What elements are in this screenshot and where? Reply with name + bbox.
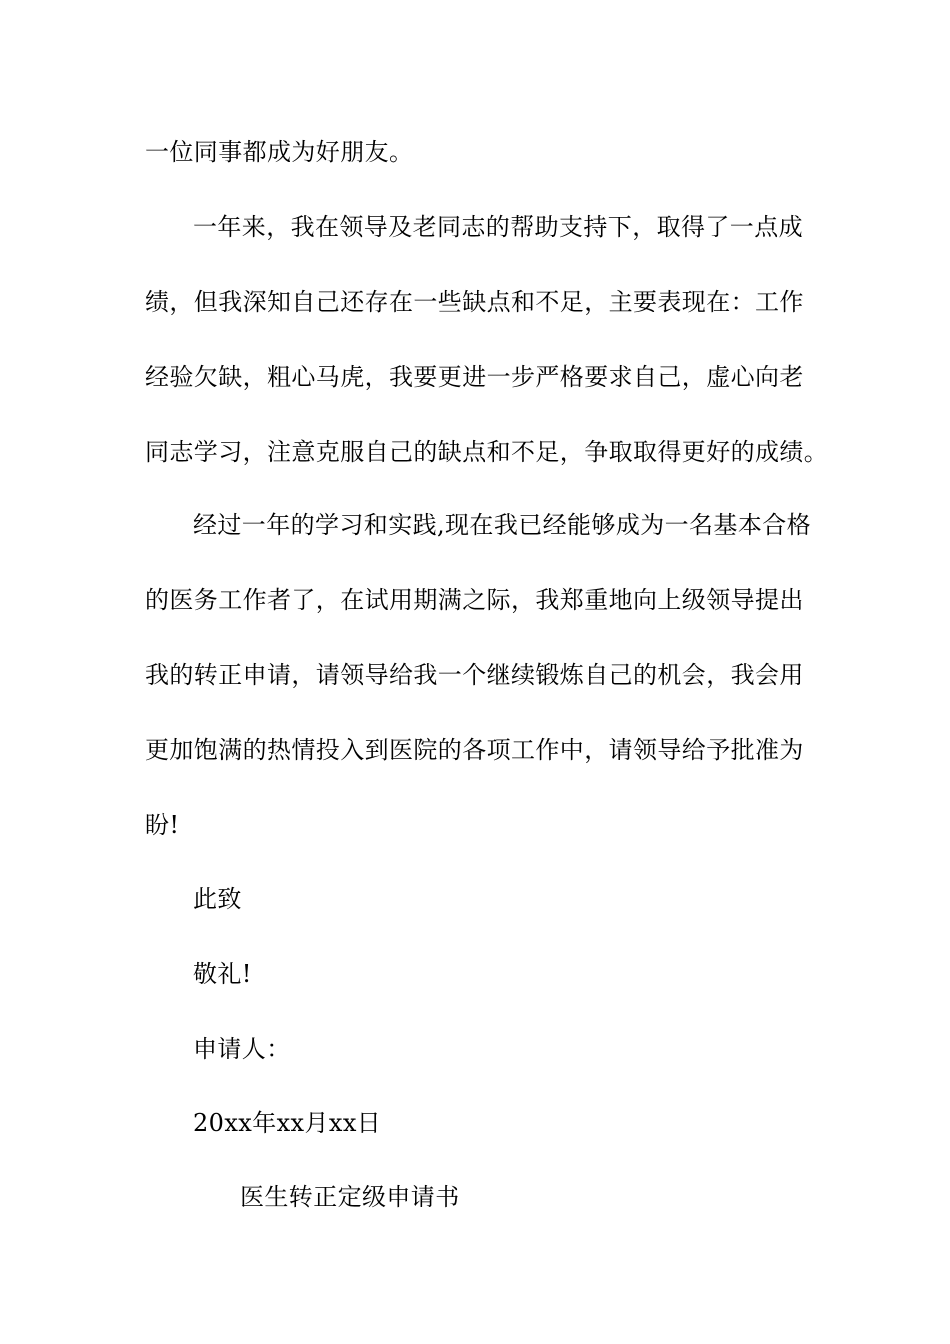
paragraph-line: 的医务工作者了，在试用期满之际，我郑重地向上级领导提出 — [145, 586, 804, 614]
paragraph-line: 一年来，我在领导及老同志的帮助支持下，取得了一点成 — [193, 213, 803, 241]
salutation-line: 敬礼! — [193, 960, 252, 988]
date-line: 20xx年xx月xx日 — [193, 1109, 382, 1137]
paragraph-line: 经验欠缺，粗心马虎，我要更进一步严格要求自己，虚心向老 — [145, 363, 804, 391]
applicant-line: 申请人： — [193, 1035, 291, 1063]
paragraph-line: 绩，但我深知自己还存在一些缺点和不足，主要表现在：工作 — [145, 288, 804, 316]
paragraph-line: 更加饱满的热情投入到医院的各项工作中，请领导给予批准为 — [145, 736, 804, 764]
paragraph-line: 同志学习，注意克服自己的缺点和不足，争取取得更好的成绩。 — [145, 438, 829, 466]
document-title: 医生转正定级申请书 — [240, 1183, 460, 1211]
paragraph-line: 经过一年的学习和实践,现在我已经能够成为一名基本合格 — [193, 511, 812, 539]
paragraph-line: 我的转正申请，请领导给我一个继续锻炼自己的机会，我会用 — [145, 661, 804, 689]
salutation-line: 此致 — [193, 885, 242, 913]
paragraph-line: 一位同事都成为好朋友。 — [145, 138, 414, 166]
paragraph-line: 盼! — [145, 811, 180, 839]
